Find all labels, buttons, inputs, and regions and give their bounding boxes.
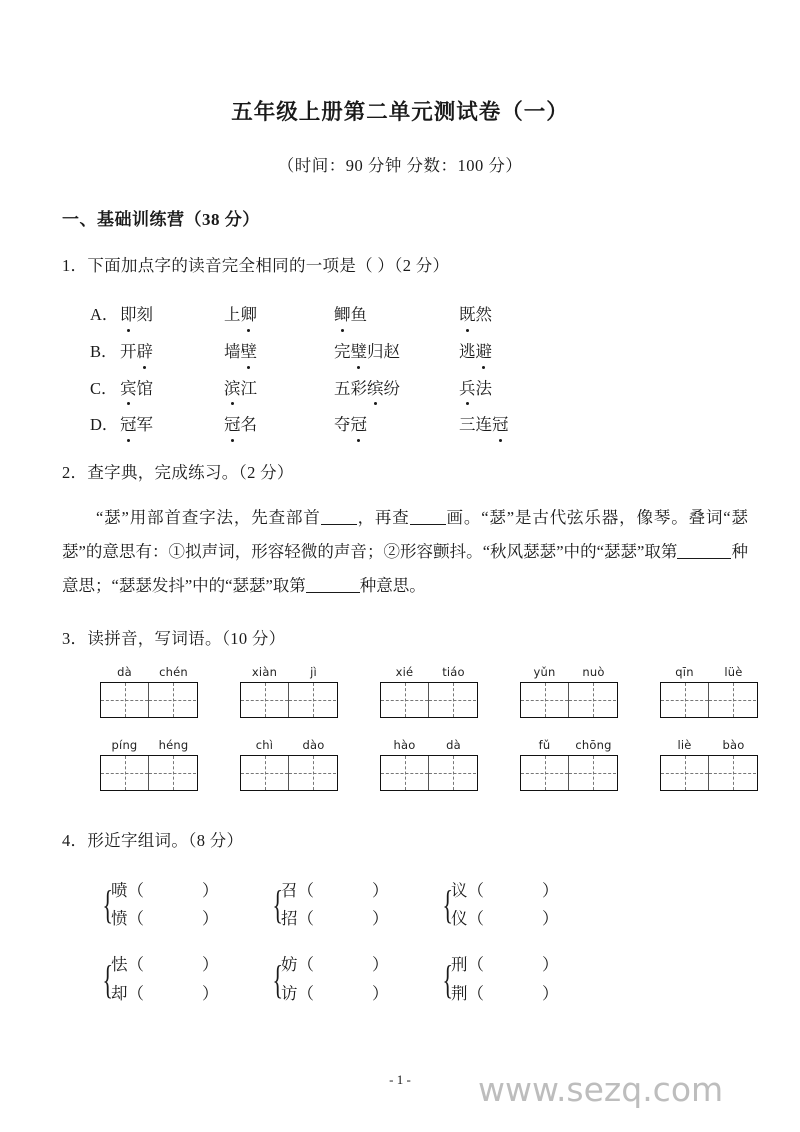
pinyin-label-6 xyxy=(100,738,198,755)
q2-text-part-6: 种意思；“瑟瑟发抖”中的“瑟瑟”取 xyxy=(62,542,749,595)
choice-label-c: C． xyxy=(90,378,118,398)
question-1-choices xyxy=(62,278,800,438)
char-pair-item[interactable]: 议（ ） xyxy=(451,880,559,900)
choice-label-b: B． xyxy=(90,341,118,361)
writing-cell[interactable] xyxy=(709,683,756,717)
writing-cell[interactable] xyxy=(569,683,616,717)
pinyin-syllable: dà xyxy=(446,737,461,752)
pinyin-syllable: yǔn xyxy=(533,664,556,679)
pinyin-syllable: qīn xyxy=(675,664,694,679)
choice-b-item-4: 逃避 xyxy=(459,340,492,364)
writing-cell[interactable] xyxy=(241,683,289,717)
brace-group-3 xyxy=(440,877,610,934)
question-4-stem: 4．形近字组词。（8 分） xyxy=(62,830,244,850)
q2-text-part-3: 画。“瑟”是古代弦乐器， xyxy=(445,508,637,528)
char-pair-item[interactable]: 喷（ ） xyxy=(111,880,219,900)
pinyin-syllable: xié xyxy=(395,664,414,679)
choice-label-a: A． xyxy=(90,304,119,324)
char-pair-item[interactable]: 荆（ ） xyxy=(451,983,559,1003)
writing-box-5[interactable] xyxy=(660,682,758,718)
writing-cell[interactable] xyxy=(289,683,336,717)
q2-blank-meaning-2[interactable] xyxy=(306,592,360,593)
writing-box-3[interactable] xyxy=(380,682,478,718)
pinyin-label-10 xyxy=(660,738,758,755)
pinyin-syllable: píng xyxy=(111,737,138,752)
brace-group-4 xyxy=(100,951,270,1008)
writing-cell[interactable] xyxy=(381,683,429,717)
char-pair-item[interactable]: 妨（ ） xyxy=(281,955,389,975)
char-pair-item[interactable]: 怯（ ） xyxy=(111,955,219,975)
pinyin-label-3 xyxy=(380,665,478,682)
writing-cell[interactable] xyxy=(521,683,569,717)
choice-a-item-4: 既然 xyxy=(459,303,492,327)
writing-box-8[interactable] xyxy=(380,755,478,791)
char-pair-item[interactable]: 仪（ ） xyxy=(451,908,559,928)
pinyin-label-8 xyxy=(380,738,478,755)
q2-blank-meaning-1[interactable] xyxy=(677,558,731,559)
writing-cell[interactable] xyxy=(661,683,709,717)
pinyin-syllable: xiàn xyxy=(251,664,278,679)
pinyin-grid-group-1 xyxy=(100,665,198,718)
pinyin-syllable: jì xyxy=(310,664,317,679)
writing-cell[interactable] xyxy=(101,756,149,790)
brace-group-2 xyxy=(270,877,440,934)
brace-group-6 xyxy=(440,951,610,1008)
brace-icon: { xyxy=(442,956,454,1002)
writing-cell[interactable] xyxy=(429,683,476,717)
q2-text-part-1: “瑟”用部首查字法，先查部首 xyxy=(96,508,321,528)
pinyin-label-5 xyxy=(660,665,758,682)
pinyin-syllable: bào xyxy=(722,737,745,752)
char-pair-item[interactable]: 访（ ） xyxy=(281,983,389,1003)
pinyin-label-9 xyxy=(520,738,618,755)
pinyin-label-7 xyxy=(240,738,338,755)
question-2 xyxy=(0,437,800,602)
pinyin-grid-group-4 xyxy=(520,665,618,718)
choice-row-c[interactable] xyxy=(62,364,800,401)
choice-a-item-3: 鲫鱼 xyxy=(334,303,459,327)
writing-cell[interactable] xyxy=(569,756,616,790)
pinyin-label-2 xyxy=(240,665,338,682)
char-pair-item[interactable]: 愤（ ） xyxy=(111,908,219,928)
brace-icon: { xyxy=(272,881,284,927)
page-title: 五年级上册第二单元测试卷（一） xyxy=(231,100,569,124)
pinyin-writing-grids xyxy=(0,651,800,797)
writing-box-9[interactable] xyxy=(520,755,618,791)
pinyin-syllable: fǔ xyxy=(538,737,551,752)
writing-cell[interactable] xyxy=(709,756,756,790)
choice-d-item-3: 夺冠 xyxy=(334,413,459,437)
char-pair-item[interactable]: 却（ ） xyxy=(111,983,219,1003)
q2-text-part-4: 像琴。叠词“瑟瑟”的意思有：①拟声词，形容轻微的声音；②形容颤抖。 xyxy=(62,508,748,562)
choice-a-item-1: 即刻 xyxy=(120,303,224,327)
writing-box-10[interactable] xyxy=(660,755,758,791)
pinyin-grid-row-1 xyxy=(100,665,800,724)
char-pair-item[interactable]: 招（ ） xyxy=(281,908,389,928)
brace-group-5 xyxy=(270,951,440,1008)
choice-d-item-4: 三连冠 xyxy=(459,413,509,437)
pinyin-syllable: hào xyxy=(393,737,416,752)
choice-label-d: D． xyxy=(90,415,119,435)
choice-d-item-1: 冠军 xyxy=(120,413,224,437)
page-number: - 1 - xyxy=(389,1072,411,1087)
pinyin-syllable: héng xyxy=(158,737,189,752)
pinyin-grid-row-2 xyxy=(100,724,800,797)
pinyin-grid-group-6 xyxy=(100,738,198,791)
section-heading-basic-training: 一、基础训练营（38 分） xyxy=(62,209,260,229)
pinyin-syllable: nuò xyxy=(582,664,605,679)
question-3 xyxy=(0,603,800,651)
pinyin-label-1 xyxy=(100,665,198,682)
pinyin-syllable: liè xyxy=(677,737,692,752)
question-1-stem: 1．下面加点字的读音完全相同的一项是（ ）（2 分） xyxy=(62,255,450,275)
choice-c-item-4: 兵法 xyxy=(459,377,492,401)
q2-text-part-2: ，再查 xyxy=(356,508,410,528)
writing-cell[interactable] xyxy=(101,683,149,717)
pinyin-grid-group-8 xyxy=(380,738,478,791)
choice-d-item-2: 冠名 xyxy=(224,413,334,437)
pinyin-grid-group-5 xyxy=(660,665,758,718)
pinyin-syllable: chì xyxy=(255,737,274,752)
brace-row-1 xyxy=(100,867,800,934)
choice-b-item-2: 墙壁 xyxy=(224,340,334,364)
brace-row-2 xyxy=(100,933,800,1008)
choice-row-b[interactable] xyxy=(62,327,800,364)
pinyin-grid-group-2 xyxy=(240,665,338,718)
char-pair-item[interactable]: 刑（ ） xyxy=(451,955,559,975)
writing-cell[interactable] xyxy=(381,756,429,790)
pinyin-syllable: tiáo xyxy=(442,664,465,679)
question-3-stem: 3．读拼音，写词语。（10 分） xyxy=(62,628,286,648)
choice-b-item-3: 完璧归赵 xyxy=(334,340,459,364)
brace-icon: { xyxy=(442,881,454,927)
brace-group-1 xyxy=(100,877,270,934)
exam-meta-subtitle: （时间：90 分钟 分数：100 分） xyxy=(277,155,523,175)
writing-box-1[interactable] xyxy=(100,682,198,718)
brace-icon: { xyxy=(272,956,284,1002)
q2-text-part-7: 第 xyxy=(289,575,306,595)
pinyin-syllable: chén xyxy=(159,664,188,679)
pinyin-grid-group-9 xyxy=(520,738,618,791)
q2-blank-radical[interactable] xyxy=(321,524,357,525)
choice-b-item-1: 开辟 xyxy=(120,340,224,364)
writing-cell[interactable] xyxy=(149,756,196,790)
choice-a-item-2: 上卿 xyxy=(224,303,334,327)
writing-box-7[interactable] xyxy=(240,755,338,791)
writing-cell[interactable] xyxy=(521,756,569,790)
writing-cell[interactable] xyxy=(149,683,196,717)
choice-c-item-2: 滨江 xyxy=(224,377,334,401)
choice-c-item-1: 宾馆 xyxy=(120,377,224,401)
choice-row-d[interactable] xyxy=(62,400,800,437)
pinyin-grid-group-10 xyxy=(660,738,758,791)
similar-characters-exercise xyxy=(0,853,800,1009)
pinyin-syllable: lüè xyxy=(724,664,743,679)
pinyin-syllable: dào xyxy=(302,737,325,752)
writing-cell[interactable] xyxy=(661,756,709,790)
brace-icon: { xyxy=(102,956,114,1002)
pinyin-syllable: dà xyxy=(117,664,132,679)
question-2-stem: 2．查字典，完成练习。（2 分） xyxy=(62,463,294,483)
writing-box-2[interactable] xyxy=(240,682,338,718)
brace-icon: { xyxy=(102,881,114,927)
pinyin-grid-group-7 xyxy=(240,738,338,791)
question-4 xyxy=(0,797,800,853)
pinyin-label-4 xyxy=(520,665,618,682)
pinyin-grid-group-3 xyxy=(380,665,478,718)
writing-cell[interactable] xyxy=(241,756,289,790)
q2-text-part-5: “秋风瑟瑟”中的“瑟瑟”取第 xyxy=(482,542,678,562)
watermark: www.sezq.com xyxy=(478,1070,724,1109)
q2-blank-strokes[interactable] xyxy=(410,524,446,525)
question-1 xyxy=(0,230,800,438)
pinyin-syllable: chōng xyxy=(575,737,612,752)
question-2-body xyxy=(62,485,800,602)
writing-cell[interactable] xyxy=(289,756,336,790)
writing-box-6[interactable] xyxy=(100,755,198,791)
choice-c-item-3: 五彩缤纷 xyxy=(334,377,459,401)
choice-row-a[interactable] xyxy=(62,290,800,327)
writing-cell[interactable] xyxy=(429,756,476,790)
writing-box-4[interactable] xyxy=(520,682,618,718)
q2-text-part-8: 种意思。 xyxy=(359,575,426,595)
char-pair-item[interactable]: 召（ ） xyxy=(281,880,389,900)
